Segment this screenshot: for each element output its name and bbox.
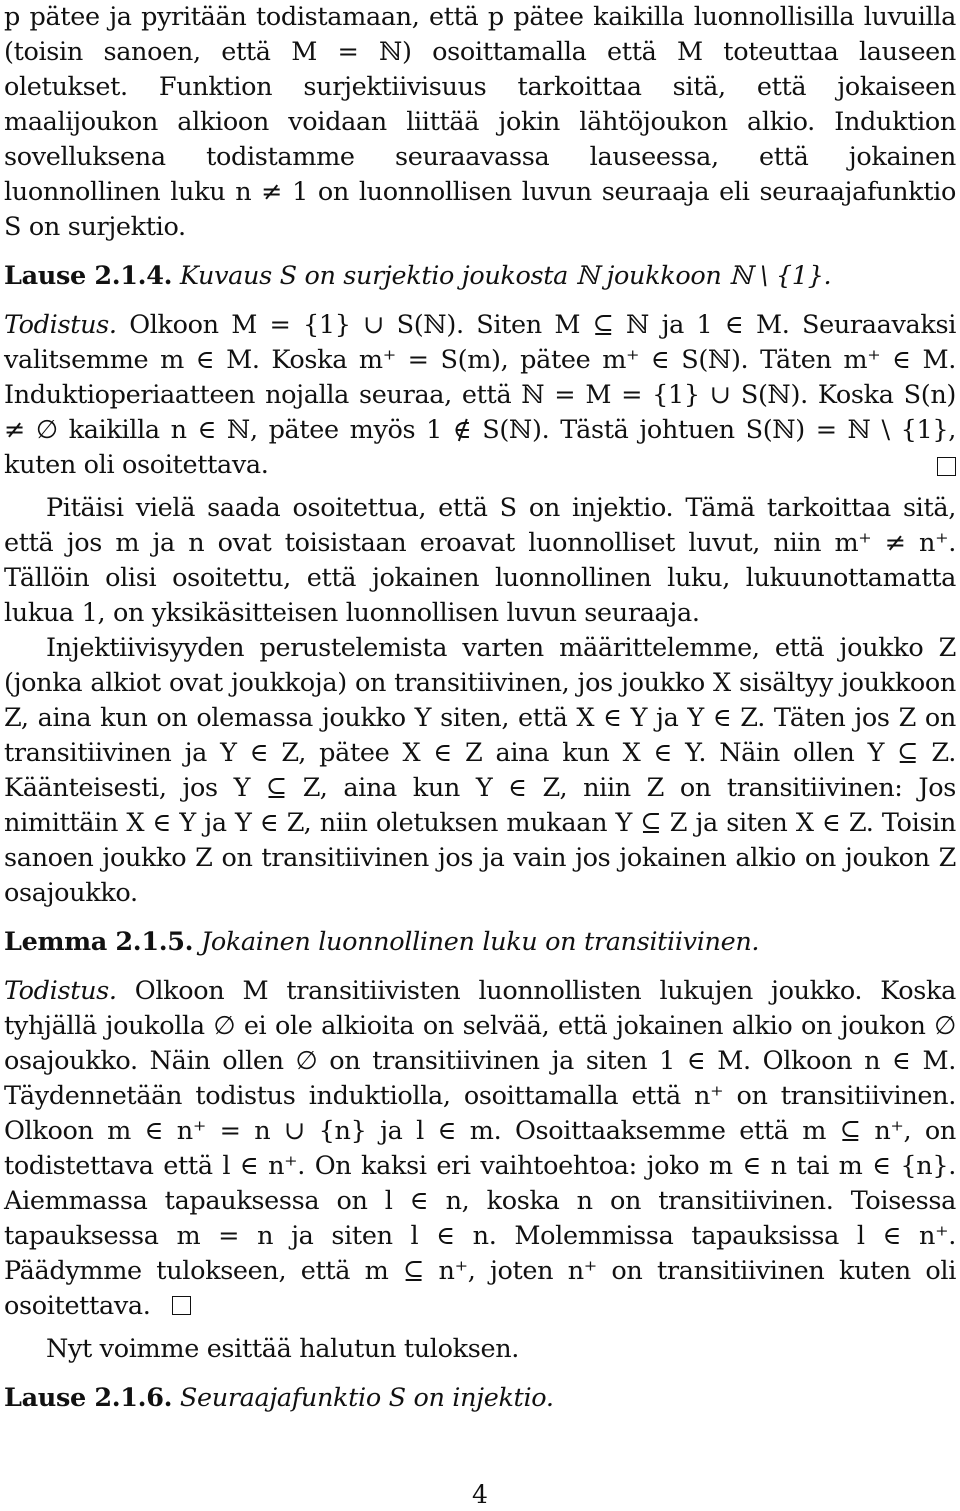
qed-square-icon	[172, 1296, 191, 1315]
theorem-2-1-6	[4, 1381, 956, 1416]
lemma-label: Lemma 2.1.5.	[4, 927, 194, 957]
paragraph-transitive: Injektiivisyyden perustelemista varten määrittelemme, että joukko Z (jonka alkiot ovat joukkoja) on transitiivinen, jos joukko X sisältyy joukkoon Z, aina kun on olemassa joukko Y siten, että X ∈ Y ja Y ∈ Z. Täten jos Z on transitiivinen ja Y ∈ Z, pätee X ∈ Z aina kun X ∈ Y. Näin ollen Y ⊆ Z. Käänteisesti, jos Y ⊆ Z, aina kun Y ∈ Z, niin Z on transitiivinen: Jos nimittäin X ∈ Y ja Y ∈ Z, niin oletuksen mukaan Y ⊆ Z ja siten X ∈ Z. Toisin sanoen joukko Z on transitiivinen jos ja vain jos jokainen alkio on joukon Z osajoukko.	[4, 633, 956, 908]
proof-body: Olkoon M = {1} ∪ S(ℕ). Siten M ⊆ ℕ ja 1 ∈ M. Seuraavaksi valitsemme m ∈ M. Koska m⁺ = S(m), pätee m⁺ ∈ S(ℕ). Täten m⁺ ∈ M. Induktioperiaatteen nojalla seuraa, että ℕ = M = {1} ∪ S(ℕ). Koska S(n) ≠ ∅ kaikilla n ∈ ℕ, pätee myös 1 ∉ S(ℕ). Tästä johtuen S(ℕ) = ℕ \ {1}, kuten oli osoitettava.	[4, 310, 956, 480]
proof-label: Todistus.	[4, 976, 117, 1006]
lemma-statement: Jokainen luonnollinen luku on transitiivinen.	[200, 927, 760, 957]
theorem-2-1-4	[4, 259, 956, 294]
paragraph-result: Nyt voimme esittää halutun tuloksen.	[46, 1334, 520, 1364]
paragraph-intro: p pätee ja pyritään todistamaan, että p pätee kaikilla luonnollisilla luvuilla (toisin sanoen, että M = ℕ) osoittamalla että M toteuttaa lauseen oletukset. Funktion surjektiivisuus tarkoittaa sitä, että jokaiseen maalijoukon alkioon voidaan liittää jokin lähtöjoukon alkio. Induktion sovelluksena todistamme seuraavassa lauseessa, että jokainen luonnollinen luku n ≠ 1 on luonnollisen luvun seuraaja eli seuraajafunktio S on surjektio.	[4, 2, 956, 242]
proof-label: Todistus.	[4, 310, 117, 340]
theorem-statement: Seuraajafunktio S on injektio.	[179, 1383, 554, 1413]
paragraph-injectivity: Pitäisi vielä saada osoitettua, että S on injektio. Tämä tarkoittaa sitä, että jos m ja n ovat toisistaan eroavat luonnolliset luvut, niin m⁺ ≠ n⁺. Tällöin olisi osoitettu, että jokainen luonnollinen luku, lukuunottamatta lukua 1, on yksikäsitteisen luonnollisen luvun seuraaja.	[4, 493, 956, 628]
lemma-2-1-5	[4, 925, 956, 960]
proof-body: Olkoon M transitiivisten luonnollisten lukujen joukko. Koska tyhjällä joukolla ∅ ei ole alkioita on selvää, että jokainen alkio on joukon ∅ osajoukko. Näin ollen ∅ on transitiivinen ja siten 1 ∈ M. Olkoon n ∈ M. Täydennetään todistus induktiolla, osoittamalla että n⁺ on transitiivinen. Olkoon m ∈ n⁺ = n ∪ {n} ja l ∈ m. Osoittaaksemme että m ⊆ n⁺, on todistettava että l ∈ n⁺. On kaksi eri vaihtoehtoa: joko m ∈ n tai m ∈ {n}. Aiemmassa tapauksessa on l ∈ n, koska n on transitiivinen. Toisessa tapauksessa m = n ja siten l ∈ n. Molemmissa tapauksissa l ∈ n⁺. Päädymme tulokseen, että m ⊆ n⁺, joten n⁺ on transitiivinen kuten oli osoitettava.	[4, 976, 956, 1321]
theorem-label: Lause 2.1.6.	[4, 1383, 173, 1413]
proof-1	[4, 308, 956, 483]
page-content	[4, 0, 956, 1416]
theorem-label: Lause 2.1.4.	[4, 261, 173, 291]
page-number: 4	[472, 1480, 488, 1509]
proof-2	[4, 974, 956, 1324]
theorem-statement: Kuvaus S on surjektio joukosta ℕ joukkoon ℕ \ {1}.	[179, 261, 832, 291]
qed-square-icon	[937, 457, 956, 476]
